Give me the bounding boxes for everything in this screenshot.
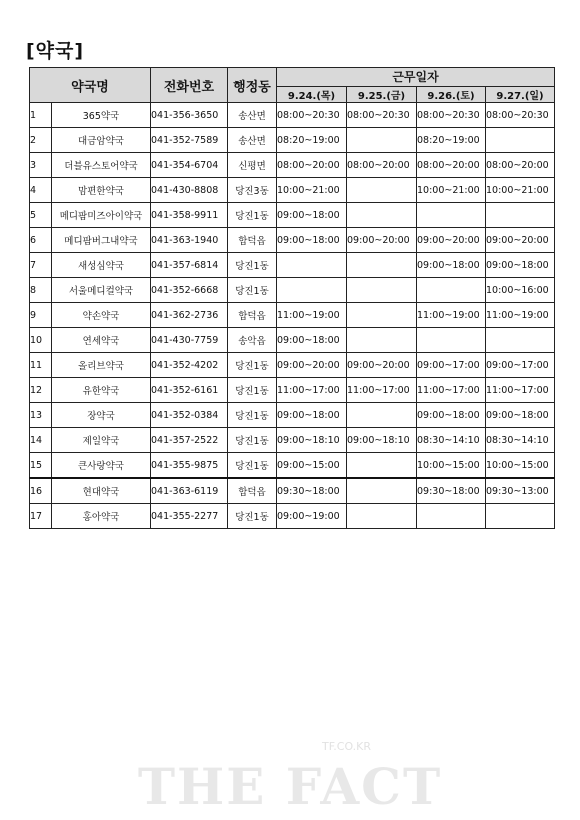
hours-cell: 08:20~19:00 [277,128,347,153]
phone-number: 041-352-6161 [151,378,228,403]
section-heading: [약국] [26,40,85,62]
table-row [30,203,555,228]
district-name: 당진1동 [228,403,277,428]
hours-cell: 11:00~17:00 [486,378,555,403]
hours-cell [347,278,417,303]
pharmacy-name: 유한약국 [52,378,151,403]
district-name: 송산면 [228,128,277,153]
table-row [30,353,555,378]
row-number: 11 [30,353,52,378]
table-row [30,103,555,128]
phone-number: 041-363-1940 [151,228,228,253]
district-name: 당진1동 [228,378,277,403]
row-number: 4 [30,178,52,203]
hours-cell: 08:00~20:00 [417,153,486,178]
table-row [30,428,555,453]
phone-number: 041-352-0384 [151,403,228,428]
hours-cell: 09:00~18:00 [277,403,347,428]
hours-cell: 08:30~14:10 [486,428,555,453]
table-row [30,303,555,328]
pharmacy-name: 제일약국 [52,428,151,453]
hours-cell: 09:00~20:00 [277,353,347,378]
pharmacy-name: 대금암약국 [52,128,151,153]
row-number: 5 [30,203,52,228]
col-header-date: 9.26.(토) [417,86,486,102]
pharmacy-name: 더블유스토어약국 [52,153,151,178]
row-number: 17 [30,504,52,529]
hours-cell: 09:00~18:00 [277,328,347,353]
district-name: 합덕읍 [228,478,277,504]
pharmacy-name: 새성심약국 [52,253,151,278]
hours-cell: 11:00~17:00 [417,378,486,403]
hours-cell: 09:00~17:00 [417,353,486,378]
hours-cell [347,178,417,203]
hours-cell: 10:00~15:00 [417,453,486,479]
pharmacy-name: 365약국 [52,103,151,128]
pharmacy-name: 약손약국 [52,303,151,328]
row-number: 3 [30,153,52,178]
hours-cell: 09:00~19:00 [277,504,347,529]
district-name: 합덕읍 [228,303,277,328]
hours-cell [486,328,555,353]
hours-cell: 11:00~19:00 [277,303,347,328]
hours-cell: 10:00~21:00 [417,178,486,203]
district-name: 당진3동 [228,178,277,203]
row-number: 2 [30,128,52,153]
hours-cell [486,203,555,228]
phone-number: 041-357-6814 [151,253,228,278]
district-name: 당진1동 [228,353,277,378]
hours-cell: 09:00~18:00 [486,253,555,278]
col-header-phone: 전화번호 [151,68,228,103]
hours-cell [347,128,417,153]
hours-cell: 09:00~20:00 [417,228,486,253]
hours-cell: 08:00~20:00 [347,153,417,178]
table-row [30,328,555,353]
hours-cell [417,203,486,228]
phone-number: 041-355-9875 [151,453,228,479]
district-name: 당진1동 [228,453,277,479]
col-header-date: 9.24.(목) [277,86,347,102]
col-header-district: 행정동 [228,68,277,103]
hours-cell: 11:00~17:00 [277,378,347,403]
pharmacy-name: 큰사랑약국 [52,453,151,479]
hours-cell: 09:30~18:00 [417,478,486,504]
table-row [30,253,555,278]
hours-cell: 08:00~20:00 [486,153,555,178]
pharmacy-schedule-table [29,67,555,529]
district-name: 당진1동 [228,278,277,303]
col-header-work-dates: 근무일자 [277,68,555,87]
watermark-url: TF.CO.KR [322,740,372,753]
table-row [30,478,555,504]
hours-cell: 10:00~16:00 [486,278,555,303]
col-header-pharmacy: 약국명 [30,68,151,103]
hours-cell: 09:30~13:00 [486,478,555,504]
hours-cell: 09:00~20:00 [347,353,417,378]
pharmacy-name: 메디팜미즈아이약국 [52,203,151,228]
phone-number: 041-352-6668 [151,278,228,303]
district-name: 당진1동 [228,253,277,278]
pharmacy-name: 장약국 [52,403,151,428]
district-name: 신평면 [228,153,277,178]
hours-cell: 08:00~20:30 [486,103,555,128]
district-name: 송악읍 [228,328,277,353]
row-number: 7 [30,253,52,278]
district-name: 송산면 [228,103,277,128]
row-number: 10 [30,328,52,353]
watermark-logo: THE FACT [137,757,443,816]
hours-cell: 08:00~20:00 [277,153,347,178]
row-number: 13 [30,403,52,428]
hours-cell: 08:30~14:10 [417,428,486,453]
row-number: 9 [30,303,52,328]
district-name: 당진1동 [228,203,277,228]
row-number: 1 [30,103,52,128]
pharmacy-name: 올리브약국 [52,353,151,378]
hours-cell: 09:00~18:10 [347,428,417,453]
hours-cell [347,328,417,353]
phone-number: 041-355-2277 [151,504,228,529]
district-name: 합덕읍 [228,228,277,253]
pharmacy-name: 메디팜버그내약국 [52,228,151,253]
phone-number: 041-352-4202 [151,353,228,378]
pharmacy-name: 홍아약국 [52,504,151,529]
phone-number: 041-352-7589 [151,128,228,153]
hours-cell: 11:00~19:00 [417,303,486,328]
hours-cell [347,478,417,504]
hours-cell: 09:00~20:00 [347,228,417,253]
hours-cell: 09:00~18:00 [417,403,486,428]
table-row [30,128,555,153]
hours-cell: 09:00~18:00 [277,228,347,253]
hours-cell: 09:30~18:00 [277,478,347,504]
row-number: 15 [30,453,52,479]
phone-number: 041-356-3650 [151,103,228,128]
table-row [30,153,555,178]
row-number: 8 [30,278,52,303]
hours-cell: 09:00~17:00 [486,353,555,378]
phone-number: 041-363-6119 [151,478,228,504]
hours-cell: 09:00~18:00 [417,253,486,278]
hours-cell: 09:00~15:00 [277,453,347,479]
hours-cell [417,278,486,303]
row-number: 16 [30,478,52,504]
row-number: 14 [30,428,52,453]
phone-number: 041-357-2522 [151,428,228,453]
district-name: 당진1동 [228,504,277,529]
phone-number: 041-430-7759 [151,328,228,353]
hours-cell [417,504,486,529]
hours-cell: 11:00~19:00 [486,303,555,328]
phone-number: 041-430-8808 [151,178,228,203]
hours-cell: 09:00~18:10 [277,428,347,453]
hours-cell [417,328,486,353]
hours-cell [347,504,417,529]
hours-cell: 10:00~21:00 [277,178,347,203]
phone-number: 041-354-6704 [151,153,228,178]
pharmacy-name: 연세약국 [52,328,151,353]
hours-cell: 08:00~20:30 [277,103,347,128]
district-name: 당진1동 [228,428,277,453]
hours-cell: 09:00~20:00 [486,228,555,253]
hours-cell [347,203,417,228]
pharmacy-name: 현대약국 [52,478,151,504]
hours-cell [486,504,555,529]
pharmacy-name: 맘편한약국 [52,178,151,203]
hours-cell [277,253,347,278]
table-row [30,504,555,529]
hours-cell: 10:00~21:00 [486,178,555,203]
table-row [30,278,555,303]
hours-cell: 10:00~15:00 [486,453,555,479]
table-row [30,453,555,479]
hours-cell: 09:00~18:00 [486,403,555,428]
hours-cell: 11:00~17:00 [347,378,417,403]
hours-cell [347,453,417,479]
hours-cell: 09:00~18:00 [277,203,347,228]
table-row [30,178,555,203]
hours-cell: 08:20~19:00 [417,128,486,153]
col-header-date: 9.25.(금) [347,86,417,102]
table-row [30,403,555,428]
hours-cell [277,278,347,303]
phone-number: 041-362-2736 [151,303,228,328]
hours-cell [347,303,417,328]
hours-cell: 08:00~20:30 [347,103,417,128]
hours-cell [486,128,555,153]
pharmacy-name: 서울메디컬약국 [52,278,151,303]
row-number: 12 [30,378,52,403]
row-number: 6 [30,228,52,253]
hours-cell: 08:00~20:30 [417,103,486,128]
phone-number: 041-358-9911 [151,203,228,228]
col-header-date: 9.27.(일) [486,86,555,102]
table-row [30,228,555,253]
table-row [30,378,555,403]
hours-cell [347,403,417,428]
hours-cell [347,253,417,278]
